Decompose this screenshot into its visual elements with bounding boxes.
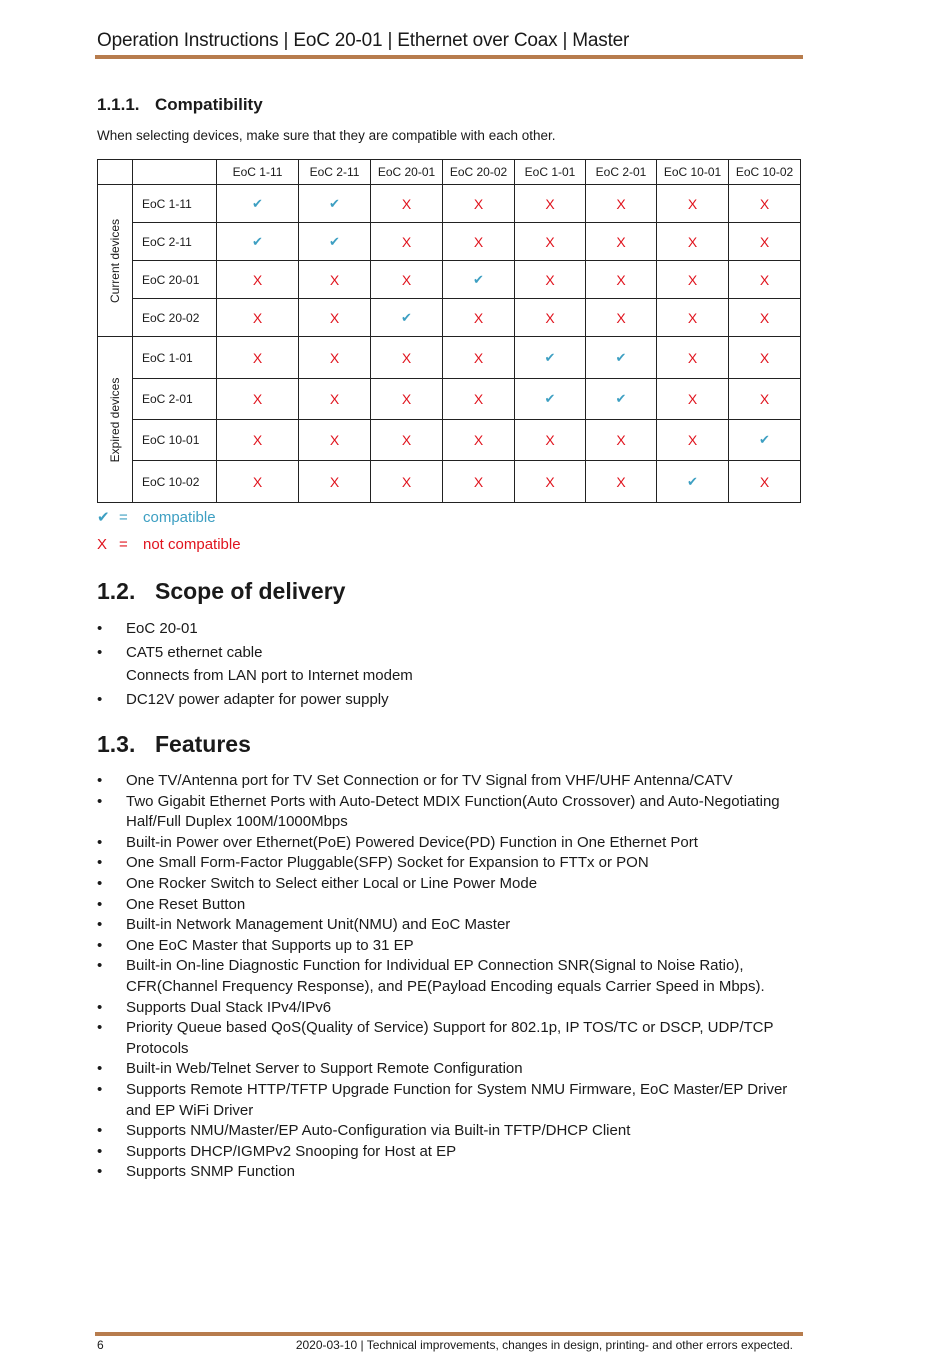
x-mark-icon: X [759,233,770,250]
section-title: Features [155,731,251,757]
compat-cell [729,379,801,420]
compat-cell [729,261,801,299]
row-label: EoC 20-01 [133,261,217,299]
section-number: 1.2. [97,578,136,604]
compat-cell [443,337,515,379]
check-icon: ✔ [687,473,698,489]
compat-cell [371,461,443,503]
group-label-cell [98,337,133,503]
list-item: • Built-in On-line Diagnostic Function for Individual EP Connection SNR(Signal to Noise Ratio), CFR(Channel Frequency Response), and PE(Payload Encoding equals Carrier Speed in Mbps). [97,956,802,997]
list-item-text: EoC 20-01 [126,620,198,637]
x-mark-icon: X [616,473,626,490]
x-mark-icon: X [616,309,626,326]
list-item: • One EoC Master that Supports up to 31 EP [97,936,802,957]
compat-cell [586,299,657,337]
compat-cell [443,185,515,223]
compat-cell [657,337,729,379]
x-mark-icon: X [401,271,412,288]
check-icon: ✔ [401,309,412,325]
compat-cell [217,420,299,461]
list-item: • Supports Dual Stack IPv4/IPv6 [97,998,802,1019]
list-item [97,688,802,712]
compatibility-heading [97,95,263,115]
x-mark-icon: X [401,391,412,407]
x-mark-icon: X [252,271,263,288]
x-mark-icon: X [401,233,412,250]
column-header: EoC 1-11 [217,160,299,185]
x-mark-icon: X [473,391,484,407]
section-title: Scope of delivery [155,578,346,604]
compat-cell [515,223,586,261]
list-item: • Two Gigabit Ethernet Ports with Auto-Detect MDIX Function(Auto Crossover) and Auto-Negotiating Half/Full Duplex 100M/1000Mbps [97,792,802,833]
compat-cell [299,379,371,420]
table-row [98,223,801,261]
group-label: Current devices [108,218,122,303]
column-header: EoC 1-01 [515,160,586,185]
compat-cell [657,420,729,461]
x-mark-icon: X [616,233,626,250]
list-item: • Built-in Web/Telnet Server to Support Remote Configuration [97,1059,802,1080]
x-mark-icon: X [616,432,626,448]
table-row [98,379,801,420]
compat-cell [729,185,801,223]
list-item: • Supports Remote HTTP/TFTP Upgrade Function for System NMU Firmware, EoC Master/EP Driver and EP WiFi Driver [97,1080,802,1121]
compat-cell [729,337,801,379]
table-row [98,337,801,379]
row-label: EoC 2-01 [133,379,217,420]
check-icon: ✔ [544,391,556,406]
compat-cell [657,185,729,223]
column-header: EoC 20-02 [443,160,515,185]
x-mark-icon: X [329,473,340,490]
compat-cell [217,299,299,337]
column-header: EoC 2-01 [586,160,657,185]
compat-cell [217,261,299,299]
compat-cell [217,223,299,261]
legend-not-compatible-label: not compatible [143,536,241,553]
group-label: Expired devices [108,377,122,462]
check-icon: ✔ [252,233,263,249]
check-icon: ✔ [329,233,340,249]
compat-cell [217,337,299,379]
compat-cell [515,420,586,461]
check-icon: ✔ [329,195,340,211]
compat-cell [586,420,657,461]
x-mark-icon: X [401,195,412,212]
list-item: • Supports NMU/Master/EP Auto-Configuration via Built-in TFTP/DHCP Client [97,1121,802,1142]
x-mark-icon: X [473,195,484,212]
x-mark-icon: X [252,473,263,490]
x-mark-icon: X [687,391,698,407]
row-label: EoC 10-02 [133,461,217,503]
x-mark-icon: X [329,309,340,326]
section-title: Compatibility [155,95,263,114]
check-icon: ✔ [615,349,627,365]
x-mark-icon: X [545,309,555,326]
x-mark-icon: X [473,349,484,366]
corner-cell [98,160,133,185]
check-icon: ✔ [252,195,263,211]
x-mark-icon: X [329,432,340,448]
x-mark-icon: X [687,271,698,288]
header-rule [95,55,803,59]
x-mark-icon: X [401,349,412,366]
x-mark-icon: X [401,432,412,448]
x-mark-icon: X [759,195,770,212]
x-mark-icon: X [473,233,484,250]
column-header: EoC 10-01 [657,160,729,185]
section-number: 1.3. [97,731,136,757]
compat-cell [586,379,657,420]
list-item: • Priority Queue based QoS(Quality of Service) Support for 802.1p, IP TOS/TC or DSCP, UDP/TCP Protocols [97,1018,802,1059]
row-label: EoC 20-02 [133,299,217,337]
compat-cell [657,461,729,503]
list-item [97,641,802,688]
footer-rule [95,1332,803,1336]
compatibility-intro: When selecting devices, make sure that they are compatible with each other. [97,128,556,143]
x-mark-icon: X [616,195,626,212]
check-icon: ✔ [615,391,627,406]
compat-cell [299,185,371,223]
compat-cell [515,261,586,299]
x-mark-icon: X [252,309,263,326]
x-mark-icon: X [329,349,340,366]
compat-cell [217,185,299,223]
compat-cell [443,299,515,337]
list-item-text: DC12V power adapter for power supply [126,690,389,708]
x-mark-icon: X [759,309,770,326]
compat-cell [371,420,443,461]
x-mark-icon: X [616,271,626,288]
compatibility-table [97,159,801,503]
x-mark-icon: X [759,473,770,490]
compat-cell [515,299,586,337]
x-mark-icon: X [473,473,484,490]
x-mark-icon: X [545,195,555,212]
column-header: EoC 20-01 [371,160,443,185]
compat-cell [586,261,657,299]
table-row [98,461,801,503]
check-icon: ✔ [97,509,110,526]
compat-cell [657,379,729,420]
compat-cell [443,261,515,299]
compat-cell [217,461,299,503]
compat-cell [299,461,371,503]
table-header-row [98,160,801,185]
row-label: EoC 2-11 [133,223,217,261]
table-row [98,261,801,299]
x-mark-icon: X [759,349,770,366]
column-header: EoC 2-11 [299,160,371,185]
x-mark-icon: X [97,536,108,553]
legend-equals: = [119,536,128,553]
x-mark-icon: X [473,309,484,326]
list-item: • Supports SNMP Function [97,1162,802,1183]
x-mark-icon: X [687,195,698,212]
compat-cell [515,461,586,503]
row-label: EoC 10-01 [133,420,217,461]
row-label: EoC 1-01 [133,337,217,379]
x-mark-icon: X [545,473,555,490]
legend-compatible-label: compatible [143,509,216,526]
compat-cell [657,299,729,337]
features-list [97,771,802,1183]
compat-cell [515,379,586,420]
compat-cell [299,337,371,379]
list-item: • One Small Form-Factor Pluggable(SFP) Socket for Expansion to FTTx or PON [97,853,802,874]
x-mark-icon: X [252,391,263,407]
x-mark-icon: X [759,391,770,407]
section-number: 1.1.1. [97,95,140,114]
compat-cell [443,420,515,461]
compat-cell [657,223,729,261]
group-label-cell [98,185,133,337]
list-item: • One Reset Button [97,895,802,916]
scope-list [97,617,802,711]
compat-cell [729,299,801,337]
compat-cell [371,261,443,299]
page-number: 6 [97,1338,104,1352]
compat-cell [299,261,371,299]
x-mark-icon: X [687,432,698,448]
features-heading [97,731,251,758]
list-item: • One Rocker Switch to Select either Local or Line Power Mode [97,874,802,895]
compat-cell [586,461,657,503]
list-item [97,617,802,641]
compat-cell [729,223,801,261]
compat-cell [371,299,443,337]
x-mark-icon: X [759,271,770,288]
x-mark-icon: X [473,432,484,448]
compat-cell [217,379,299,420]
table-row [98,420,801,461]
x-mark-icon: X [545,271,555,288]
footer-note: 2020-03-10 | Technical improvements, changes in design, printing- and other errors expected. [295,1338,793,1352]
scope-heading [97,578,345,605]
column-header: EoC 10-02 [729,160,801,185]
x-mark-icon: X [545,432,555,448]
check-icon: ✔ [544,349,556,365]
check-icon: ✔ [473,271,484,287]
compat-cell [371,223,443,261]
compat-cell [443,379,515,420]
compat-cell [729,461,801,503]
compat-cell [371,379,443,420]
list-item-text: CAT5 ethernet cable [126,643,263,661]
corner-cell [133,160,217,185]
page-header-title: Operation Instructions | EoC 20-01 | Ethernet over Coax | Master [97,30,630,51]
compat-cell [371,337,443,379]
list-item: • Built-in Network Management Unit(NMU) and EoC Master [97,915,802,936]
compat-cell [371,185,443,223]
x-mark-icon: X [401,473,412,490]
compat-cell [515,337,586,379]
x-mark-icon: X [329,391,340,407]
legend-compatible [97,508,216,526]
list-item-subtext: Connects from LAN port to Internet modem [126,667,413,684]
x-mark-icon: X [545,233,555,250]
compat-cell [299,420,371,461]
check-icon: ✔ [759,432,770,447]
list-item: • Supports DHCP/IGMPv2 Snooping for Host at EP [97,1142,802,1163]
compat-cell [586,223,657,261]
compat-cell [515,185,586,223]
list-item: • Built-in Power over Ethernet(PoE) Powered Device(PD) Function in One Ethernet Port [97,833,802,854]
legend-not-compatible [97,536,241,553]
compat-cell [586,337,657,379]
x-mark-icon: X [687,233,698,250]
compat-cell [657,261,729,299]
compat-cell [443,461,515,503]
table-row [98,299,801,337]
x-mark-icon: X [687,349,698,366]
legend-equals: = [119,509,128,526]
x-mark-icon: X [252,349,263,366]
table-row [98,185,801,223]
x-mark-icon: X [687,309,698,326]
row-label: EoC 1-11 [133,185,217,223]
x-mark-icon: X [252,432,263,448]
compat-cell [729,420,801,461]
compat-cell [586,185,657,223]
x-mark-icon: X [329,271,340,288]
compat-cell [299,223,371,261]
list-item: • One TV/Antenna port for TV Set Connection or for TV Signal from VHF/UHF Antenna/CATV [97,771,802,792]
compat-cell [443,223,515,261]
compat-cell [299,299,371,337]
